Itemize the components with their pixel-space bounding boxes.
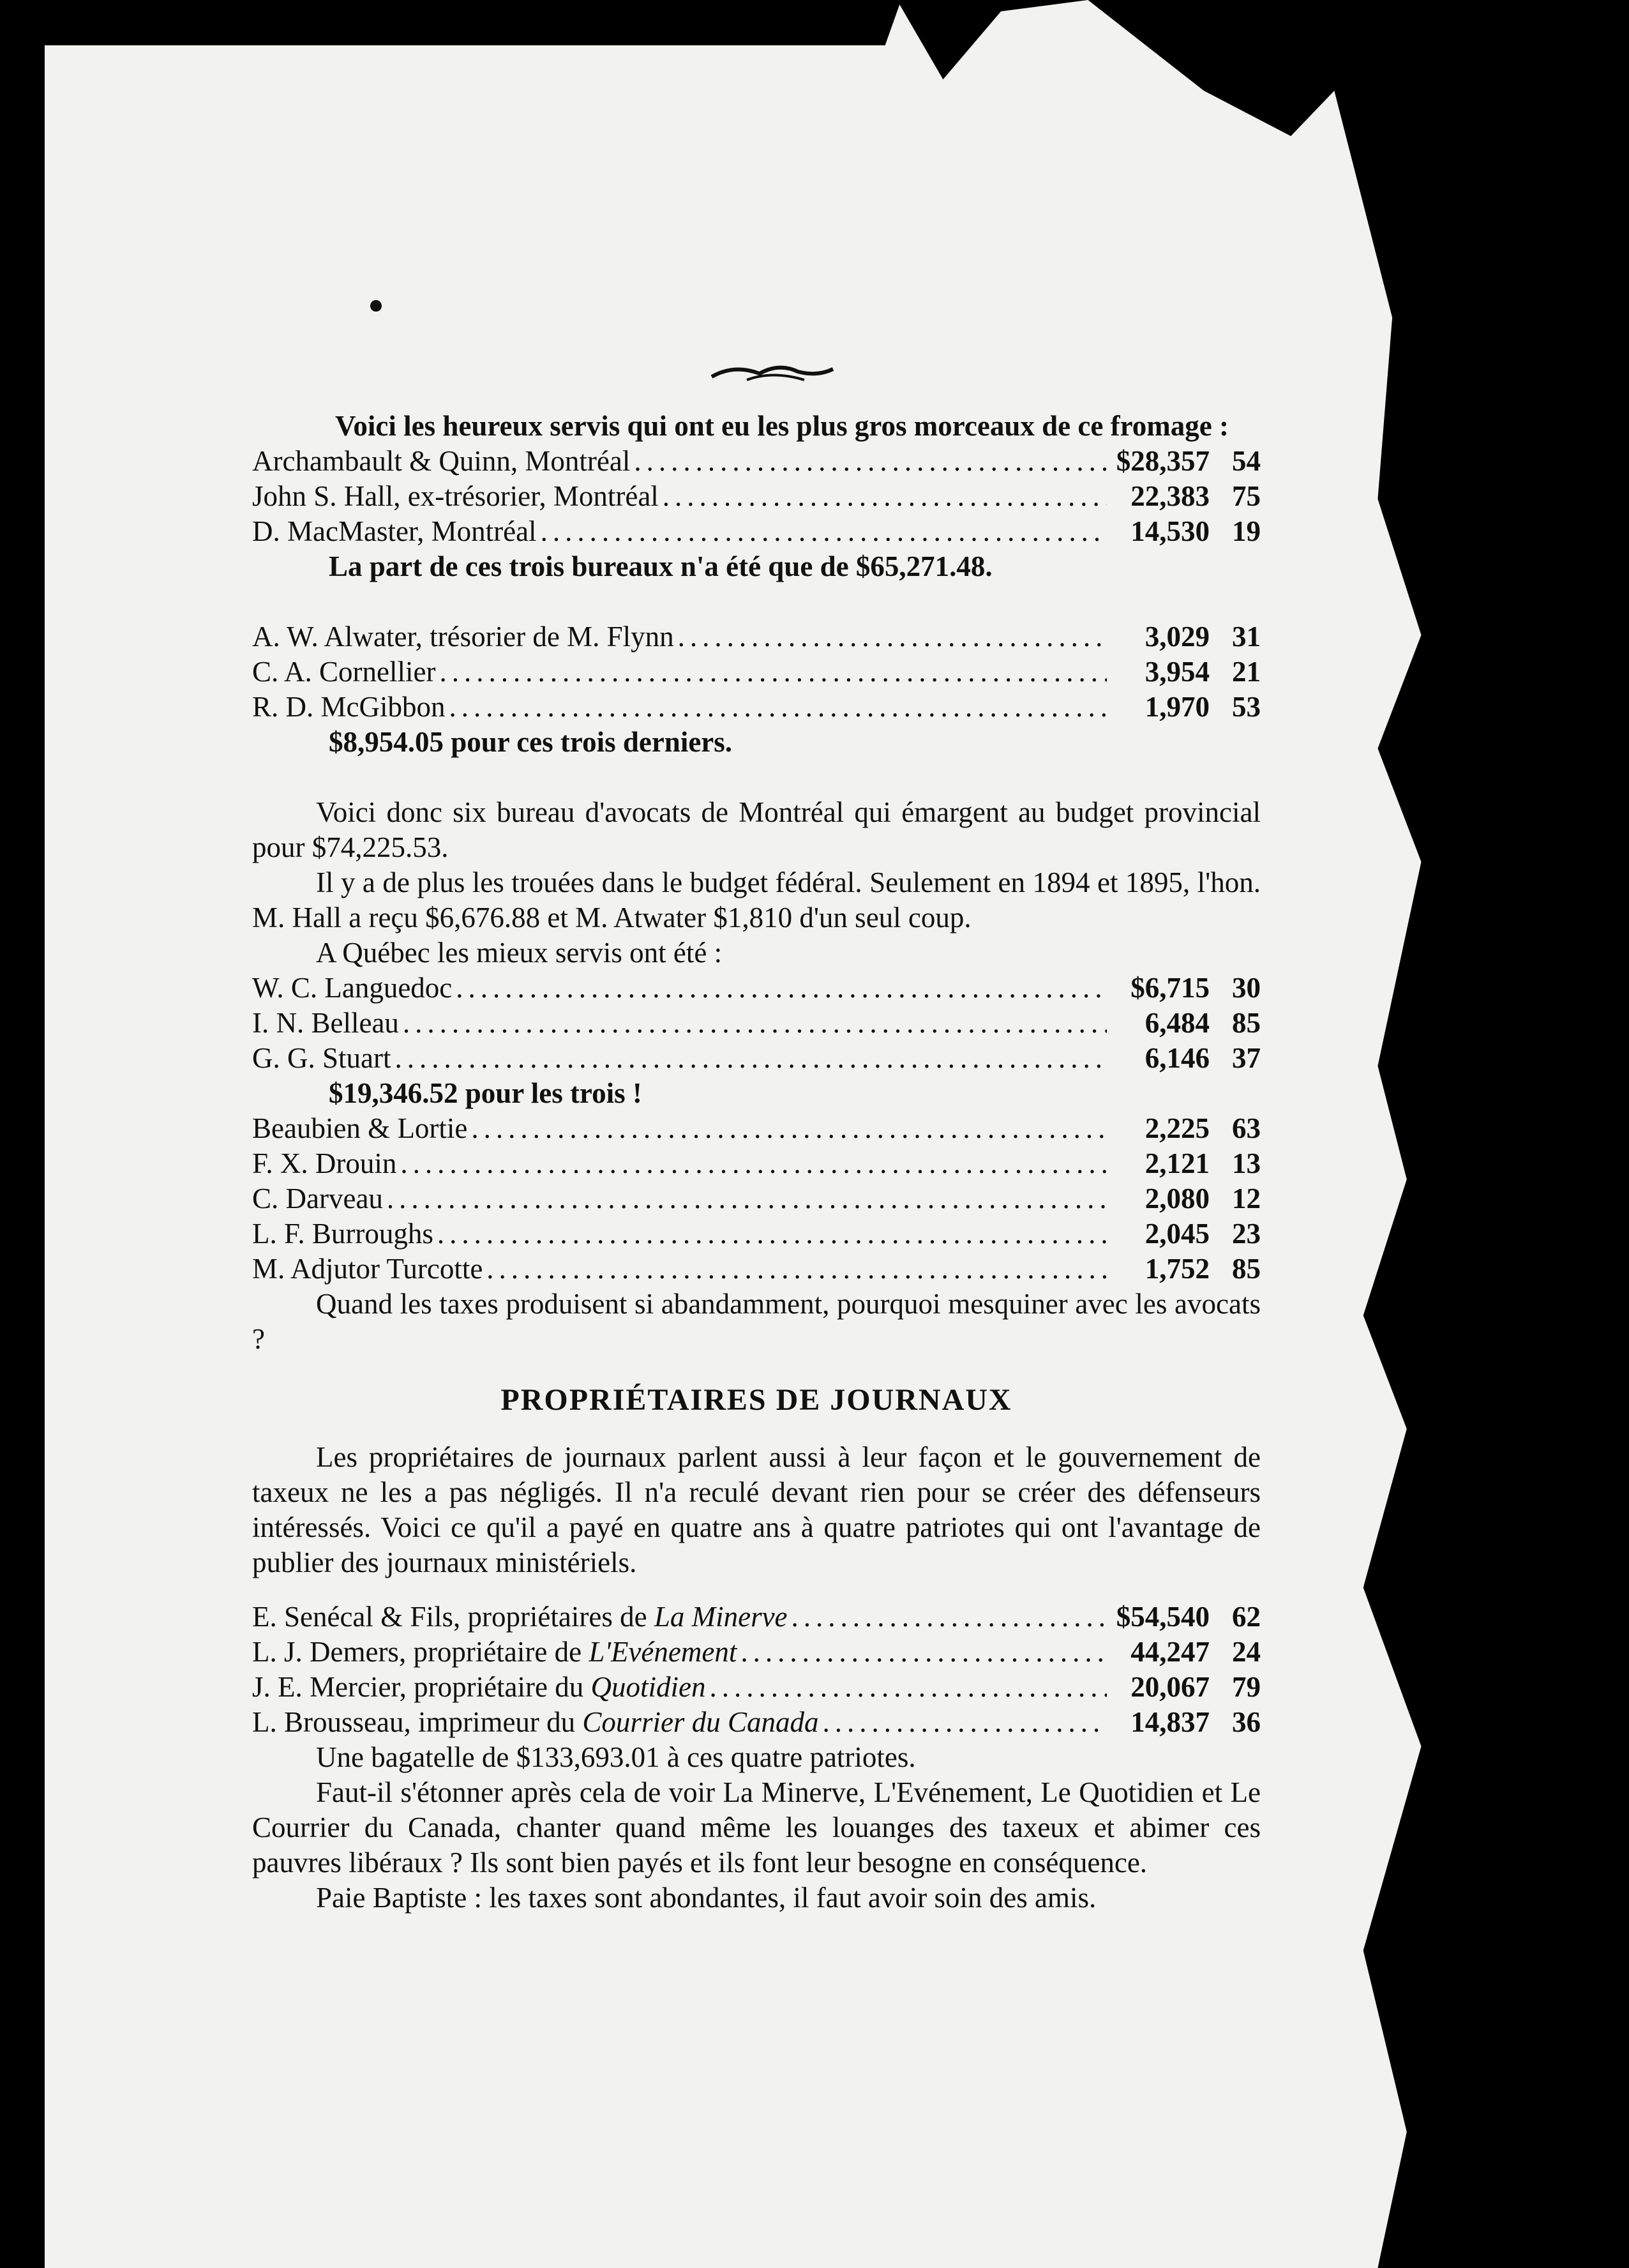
list-item: John S. Hall, ex-trésorier, Montréal ..... 22,383 75 [252, 479, 1261, 514]
list-item: L. F. Burroughs ..... 2,045 23 [252, 1216, 1261, 1251]
edge-stain [1436, 1679, 1484, 1871]
quebec-top-list [252, 971, 1261, 1076]
paragraph-baptiste: Paie Baptiste : les taxes sont abondantes, il faut avoir soin des amis. [316, 1882, 1097, 1914]
montreal-next-sum: $8,954.05 pour ces trois derniers. [329, 726, 733, 758]
quebec-top-sum: $19,346.52 pour les trois ! [329, 1077, 642, 1109]
intro-text: Voici les heureux servis qui ont eu les plus gros morceaux de ce fromage : [335, 410, 1229, 442]
quebec-next-list [252, 1111, 1261, 1287]
edge-stain [1449, 690, 1487, 830]
quebec-intro: A Québec les mieux servis ont été : [316, 937, 723, 969]
list-item: D. MacMaster, Montréal ..... 14,530 19 [252, 514, 1261, 549]
list-item: G. G. Stuart ..... 6,146 37 [252, 1041, 1261, 1076]
edge-stain [1430, 977, 1481, 1143]
paragraph-six-bureaux: Voici donc six bureau d'avocats de Montréal qui émargent au budget provincial pour $74,225.53. [252, 796, 1261, 863]
list-item: Beaubien & Lortie ..... 2,225 63 [252, 1111, 1261, 1146]
paragraph-etonner: Faut-il s'étonner après cela de voir La Minerve, L'Evénement, Le Quotidien et Le Courrier du Canada, chanter quand même les louanges des taxeux et abimer ces pauvres libéraux ? Ils sont bien payés et ils font leur besogne en conséquence. [252, 1776, 1261, 1879]
list-item: A. W. Alwater, trésorier de M. Flynn ..... 3,029 31 [252, 619, 1261, 654]
list-item: J. E. Mercier, propriétaire du Quotidien ..... 20,067 79 [252, 1670, 1261, 1705]
list-item: I. N. Belleau ..... 6,484 85 [252, 1006, 1261, 1041]
list-item: R. D. McGibbon ..... 1,970 53 [252, 690, 1261, 725]
list-item: L. Brousseau, imprimeur du Courrier du Canada ..... 14,837 36 [252, 1705, 1261, 1740]
section-heading: PROPRIÉTAIRES DE JOURNAUX [500, 1383, 1012, 1417]
paragraph-federal: Il y a de plus les trouées dans le budget fédéral. Seulement en 1894 et 1895, l'hon. M. Hall a reçu $6,676.88 et M. Atwater $1,810 d'un seul coup. [252, 866, 1261, 934]
list-item: M. Adjutor Turcotte ..... 1,752 85 [252, 1251, 1261, 1287]
journaux-sum: Une bagatelle de $133,693.01 à ces quatre patriotes. [316, 1741, 916, 1773]
list-item: E. Senécal & Fils, propriétaires de La Minerve ..... $54,540 62 [252, 1599, 1261, 1635]
list-item: C. Darveau ..... 2,080 12 [252, 1181, 1261, 1216]
paragraph-taxes: Quand les taxes produisent si abandamment, pourquoi mesquiner avec les avocats ? [252, 1288, 1261, 1355]
list-item: W. C. Languedoc ..... $6,715 30 [252, 971, 1261, 1006]
montreal-top-list [252, 444, 1261, 549]
ink-dot [370, 300, 382, 312]
montreal-top-sum: La part de ces trois bureaux n'a été que de $65,271.48. [329, 550, 993, 582]
list-item: F. X. Drouin ..... 2,121 13 [252, 1146, 1261, 1181]
montreal-next-list [252, 619, 1261, 725]
list-item: C. A. Cornellier ..... 3,954 21 [252, 654, 1261, 690]
edge-stain [1436, 255, 1481, 447]
journaux-list [252, 1599, 1261, 1740]
edge-stain [1443, 1296, 1487, 1424]
paragraph-journaux: Les propriétaires de journaux parlent aussi à leur façon et le gouvernement de taxeux ne les a pas négligés. Il n'a reculé devant rien pour se créer des défenseurs intéressés. Voici ce qu'il a payé en quatre ans à quatre patriotes qui ont l'avantage de publier des journaux ministériels. [252, 1441, 1261, 1578]
document-body [252, 345, 1261, 1916]
list-item: L. J. Demers, propriétaire de L'Evénement ..... 44,247 24 [252, 1635, 1261, 1670]
list-item: Archambault & Quinn, Montréal ..... $28,357 54 [252, 444, 1261, 479]
